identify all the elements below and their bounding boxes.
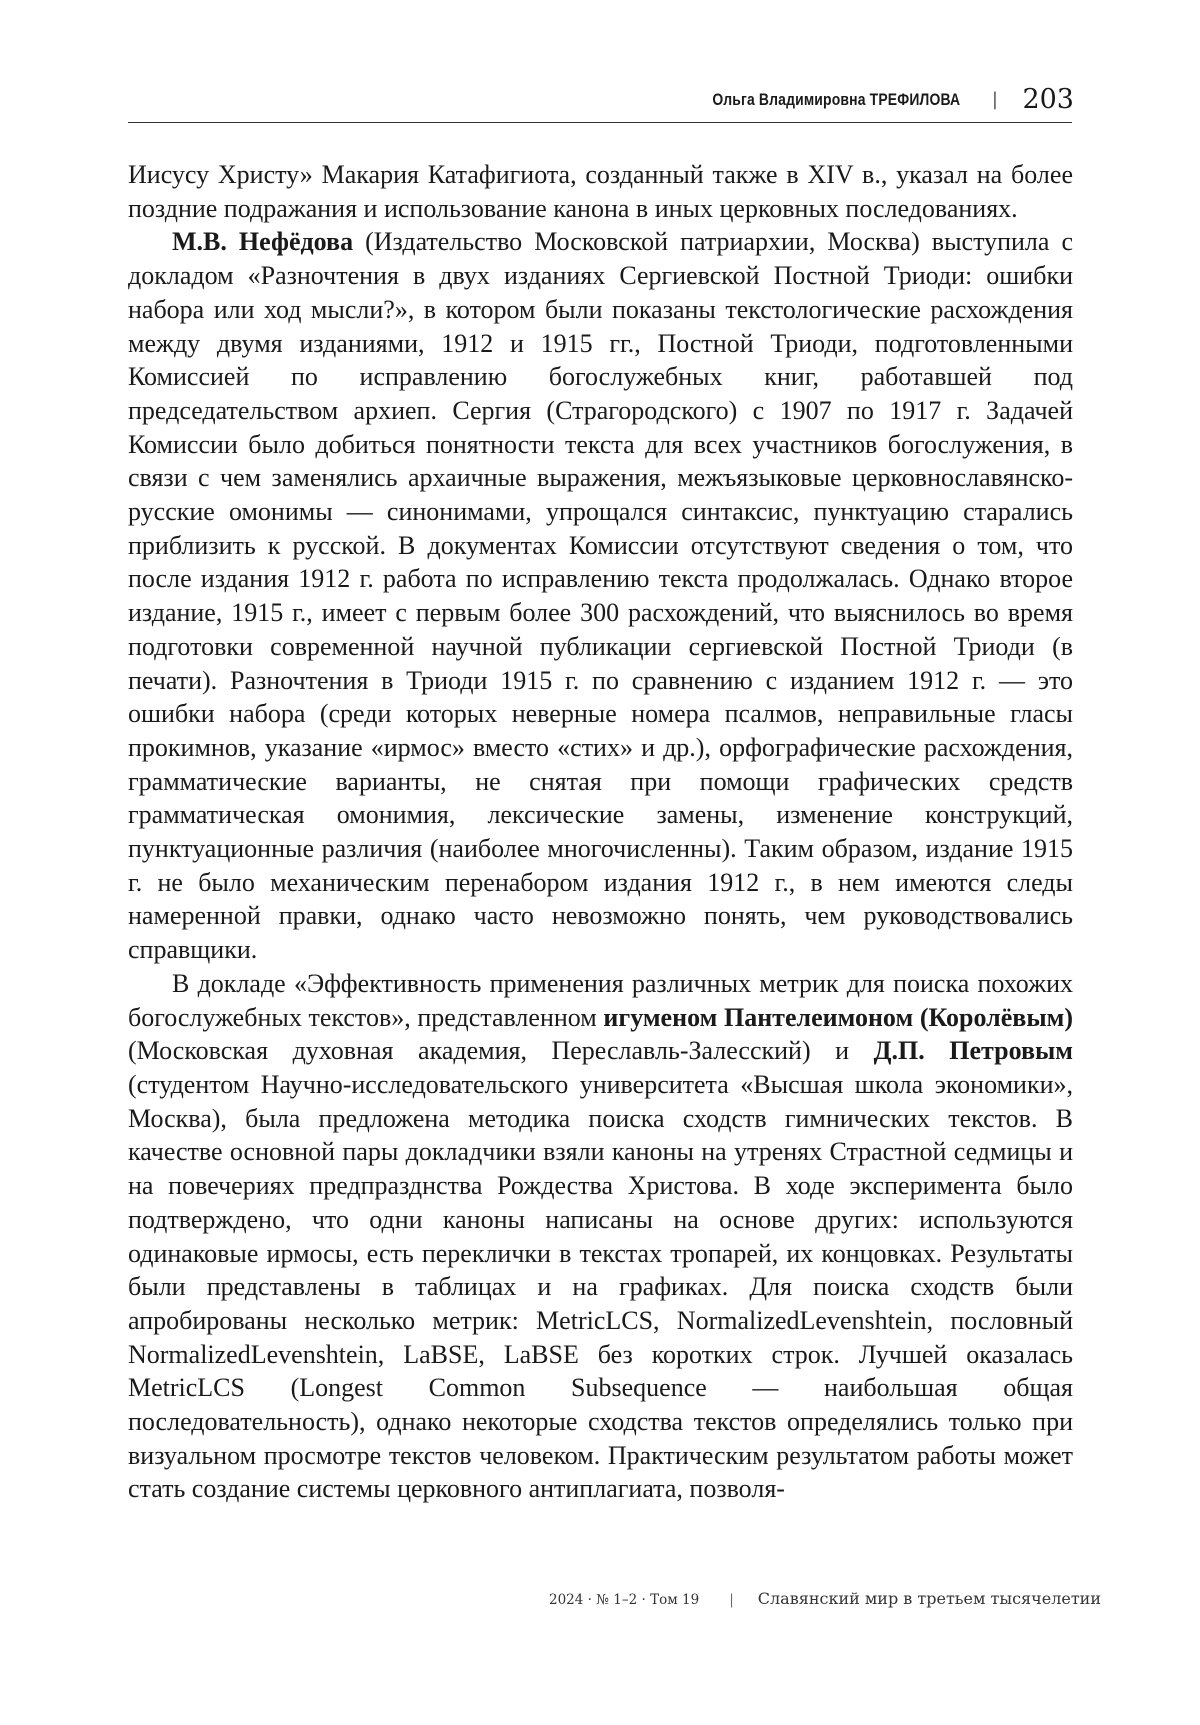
footer-separator: | <box>729 1592 734 1608</box>
running-footer <box>549 1589 1101 1608</box>
paragraph-3 <box>128 967 1073 1506</box>
header-separator: | <box>992 89 998 110</box>
paragraph-2-text: (Издательство Московской патриархии, Москва) выступила с докладом «Разночтения в двух изданиях Сергиевской Постной Триоди: ошибки набора или ход мысли?», в котором были показаны текстологические расхождения между двумя изданиями, 1912 и 1915 гг., Постной Триоди, подготовленными Комиссией по исправлению богослужебных книг, работавшей под председательством архиеп. Сергия (Страгородского) с 1907 по 1917 г. Задачей Комиссии было добиться понятности текста для всех участников богослужения, в связи с чем заменялись архаичные выражения, межъязыковые церковнославянско-русские омонимы — синонимами, упрощался синтаксис, пунктуацию старались приблизить к русской. В документах Комиссии отсутствуют сведения о том, что после издания 1912 г. работа по исправлению текста продолжалась. Однако второе издание, 1915 г., имеет с первым более 300 расхождений, что выяснилось во время подготовки современной научной публикации сергиевской Постной Триоди (в печати). Разночтения в Триоди 1915 г. по сравнению с изданием 1912 г. — это ошибки набора (среди которых неверные номера псалмов, неправильные гласы прокимнов, указание «ирмос» вместо «стих» и др.), орфографические расхождения, грамматические варианты, не снятая при помощи графических средств грамматическая омонимия, лексические замены, изменение конструкций, пунктуационные различия (наиболее многочисленны). Таким образом, издание 1915 г. не было механическим перенабором издания 1912 г., в нем имеются следы намеренной правки, однако часто невозможно понять, чем руководствовались справщики. <box>128 227 1073 964</box>
page-number: 203 <box>1022 84 1074 115</box>
speaker-name-panteleimon: игуменом Пантелеимоном (Королёвым) <box>603 1003 1073 1032</box>
footer-issue: 2024 · № 1–2 · Том 19 <box>549 1592 699 1608</box>
footer-journal-title: Славянский мир в третьем тысячелетии <box>758 1589 1101 1608</box>
paragraph-1: Иисусу Христу» Макария Катафигиота, созданный также в XIV в., указал на более поздние подражания и использование канона в иных церковных последованиях. <box>128 158 1073 225</box>
paragraph-3-intro: В докладе «Эффективность применения различных метрик для поиска похожих богослужебных текстов», представленном <box>128 969 1073 1032</box>
paragraph-2 <box>128 225 1073 966</box>
header-author: Ольга Владимировна ТРЕФИЛОВА <box>712 90 960 110</box>
speaker-name-nefedova: М.В. Нефёдова <box>172 227 353 256</box>
paragraph-3-mid: (Московская духовная академия, Переславль-Залесский) и <box>128 1036 874 1065</box>
speaker-name-petrov: Д.П. Петровым <box>874 1036 1073 1065</box>
running-header <box>128 86 1072 123</box>
article-body <box>128 158 1073 1506</box>
paragraph-3-text: (студентом Научно-исследовательского университета «Высшая школа экономики», Москва), была предложена методика поиска сходств гимнических текстов. В качестве основной пары докладчики взяли каноны на утренях Страстной седмицы и на повечериях предпразднства Рождества Христова. В ходе эксперимента было подтверждено, что одни каноны написаны на основе других: используются одинаковые ирмосы, есть переклички в текстах тропарей, их концовках. Результаты были представлены в таблицах и на графиках. Для поиска сходств были апробированы несколько метрик: MetricLCS, NormalizedLevenshtein, пословный NormalizedLevenshtein, LaBSE, LaBSE без коротких строк. Лучшей оказалась MetricLCS (Longest Common Subsequence — наибольшая общая последовательность), однако некоторые сходства текстов определялись только при визуальном просмотре текстов человеком. Практическим результатом работы может стать создание системы церковного антиплагиата, позволя- <box>128 1070 1073 1503</box>
